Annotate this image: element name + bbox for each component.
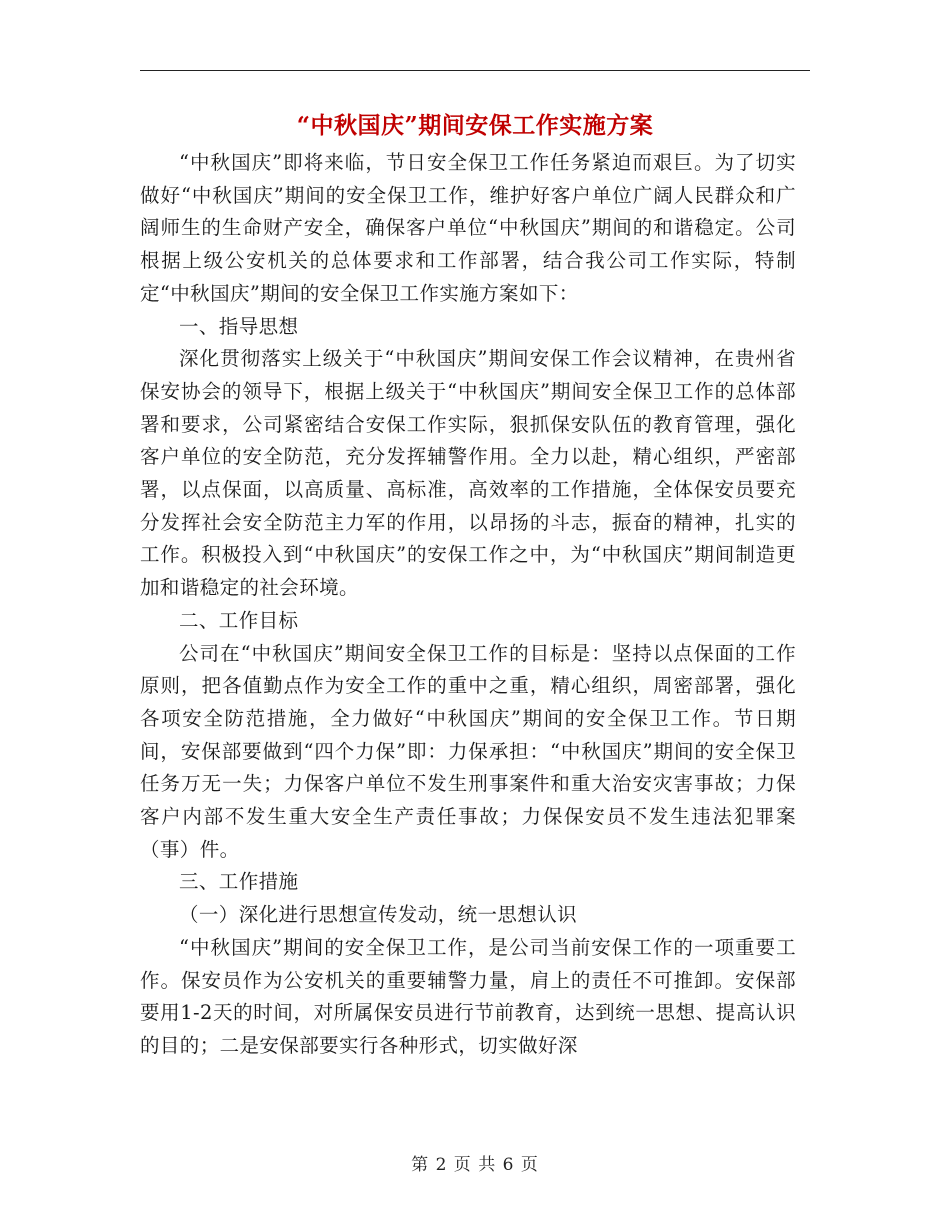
document-body	[140, 147, 796, 1063]
page-label-mid: 页 共	[453, 1155, 497, 1175]
section-heading-work-goals: 二、工作目标	[179, 608, 299, 632]
current-page-number: 2	[435, 1155, 448, 1175]
guiding-ideology-paragraph: 深化贯彻落实上级关于“中秋国庆”期间安保工作会议精神，在贵州省保安协会的领导下，根据上级关于“中秋国庆”期间安全保卫工作的总体部署和要求，公司紧密结合安保工作实际，狠抓保安队伍的教育管理，强化客户单位的安全防范，充分发挥辅警作用。全力以赴，精心组织，严密部署，以点保面，以高质量、高标准，高效率的工作措施，全体保安员要充分发挥社会安全防范主力军的作用，以昂扬的斗志，振奋的精神，扎实的工作。积极投入到“中秋国庆”的安保工作之中，为“中秋国庆”期间制造更加和谐稳定的社会环境。	[140, 347, 796, 600]
work-goals-paragraph: 公司在“中秋国庆”期间安全保卫工作的目标是：坚持以点保面的工作原则，把各值勤点作为安全工作的重中之重，精心组织，周密部署，强化各项安全防范措施，全力做好“中秋国庆”期间的安全保卫工作。节日期间，安保部要做到“四个力保”即：力保承担：“中秋国庆”期间的安全保卫任务万无一失；力保客户单位不发生刑事案件和重大治安灾害事故；力保客户内部不发生重大安全生产责任事故；力保保安员不发生违法犯罪案（事）件。	[140, 641, 796, 861]
page-label-prefix: 第	[411, 1155, 430, 1175]
section-heading-guiding-ideology: 一、指导思想	[179, 314, 299, 338]
header-rule	[140, 70, 810, 71]
total-pages-number: 6	[502, 1155, 515, 1175]
section-heading-work-measures: 三、工作措施	[179, 870, 299, 894]
intro-paragraph: “中秋国庆”即将来临，节日安全保卫工作任务紧迫而艰巨。为了切实做好“中秋国庆”期间的安全保卫工作，维护好客户单位广阔人民群众和广阔师生的生命财产安全，确保客户单位“中秋国庆”期间的和谐稳定。公司根据上级公安机关的总体要求和工作部署，结合我公司工作实际，特制定“中秋国庆”期间的安全保卫工作实施方案如下：	[140, 151, 796, 305]
subsection-heading-publicity: （一）深化进行思想宣传发动，统一思想认识	[179, 903, 578, 927]
page-footer	[0, 1150, 950, 1175]
page-label-suffix: 页	[520, 1155, 539, 1175]
document-title: “中秋国庆”期间安保工作实施方案	[296, 112, 654, 139]
publicity-paragraph: “中秋国庆”期间的安全保卫工作，是公司当前安保工作的一项重要工作。保安员作为公安机关的重要辅警力量，肩上的责任不可推卸。安保部要用1-2天的时间，对所属保安员进行节前教育，达到统一思想、提高认识的目的；二是安保部要实行各种形式，切实做好深	[140, 935, 796, 1057]
